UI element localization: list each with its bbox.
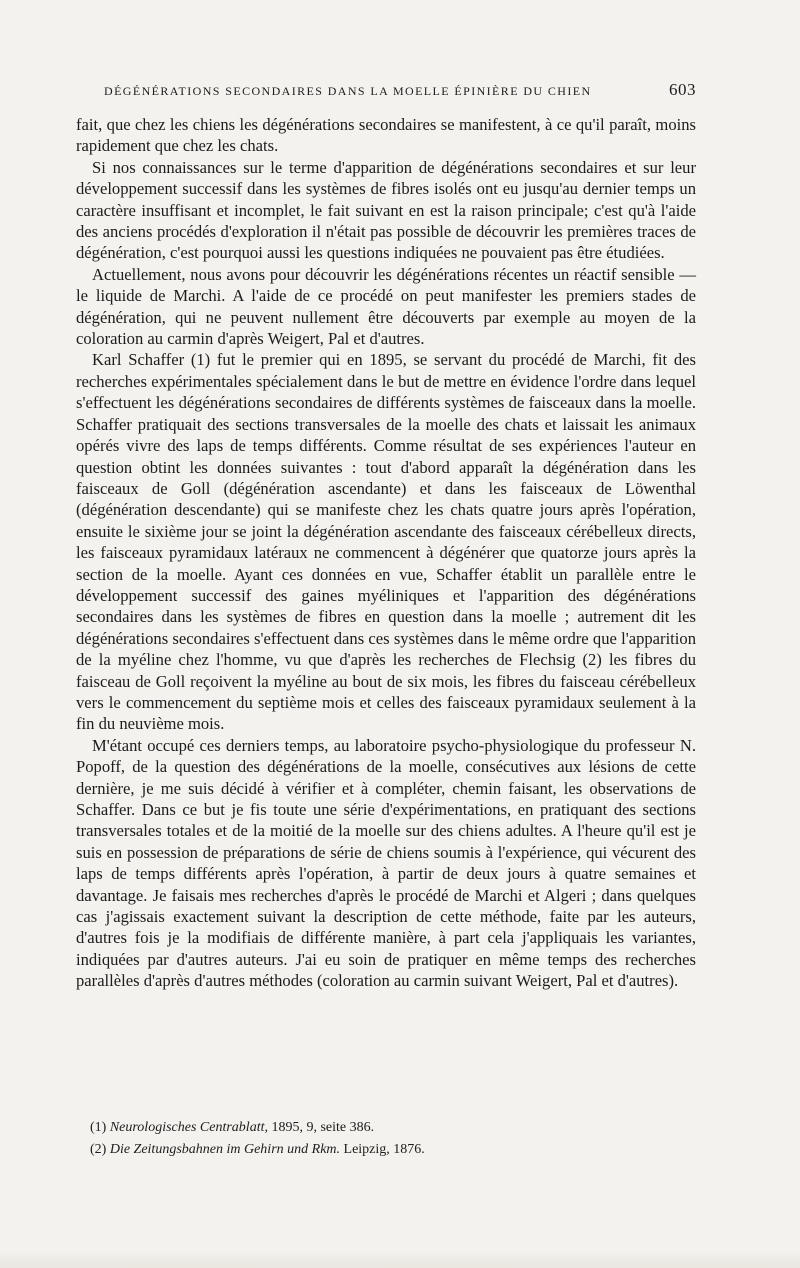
running-head-title: DÉGÉNÉRATIONS SECONDAIRES DANS LA MOELLE ÉPINIÈRE DU CHIEN [104, 84, 592, 98]
paragraph: Si nos connaissances sur le terme d'apparition de dégénérations secondaires et sur leur développement successif dans les systèmes de fibres isolés ont eu jusqu'au dernier temps un caractère insuffisant et incomplet, le fait suivant en est la raison principale; c'est qu'à l'aide des anciens procédés d'exploration il n'était pas possible de découvrir les premières traces de dégénération, c'est pourquoi aussi les questions indiquées ne pouvaient pas être étudiées. [76, 157, 696, 263]
footnote [90, 1139, 690, 1161]
footnote-detail: 1895, 9, seite 386. [267, 1120, 375, 1135]
footnote-marker: (1) [90, 1120, 107, 1135]
footnote-title: Neurologisches Centrablatt, [109, 1120, 268, 1135]
body-text [76, 114, 696, 992]
paragraph: M'étant occupé ces derniers temps, au laboratoire psycho-physiologique du professeur N. Popoff, de la question des dégénérations de la moelle, consécutives aux lésions de cette dernière, je me suis décidé à vérifier et à compléter, chemin faisant, les observations de Schaffer. Dans ce but je fis toute une série d'expérimentations, en pratiquant des sections transversales totales et de la moitié de la moelle sur des chiens adultes. A l'heure qu'il est je suis en possession de préparations de série de chiens soumis à l'expérience, qui vécurent des laps de temps différents après l'opération, à partir de deux jours à quatre semaines et davantage. Je faisais mes recherches d'après le procédé de Marchi et Algeri ; dans quelques cas j'agissais exactement suivant la description de cette méthode, faite par les auteurs, d'autres fois je la modifiais de différente manière, à part cela j'appliquais les variantes, indiquées par d'autres auteurs. J'ai eu soin de pratiquer en même temps des recherches parallèles d'après d'autres méthodes (coloration au carmin suivant Weigert, Pal et d'autres). [76, 735, 696, 991]
paragraph: Karl Schaffer (1) fut le premier qui en 1895, se servant du procédé de Marchi, fit des recherches expérimentales spécialement dans le but de mettre en évidence l'ordre dans lequel s'effectuent les dégénérations secondaires de différents systèmes de faisceaux dans la moelle. Schaffer pratiquait des sections transversales de la moelle des chats et laissait les animaux opérés vivre des laps de temps différents. Comme résultat de ses expériences l'auteur en question obtint les données suivantes : tout d'abord apparaît la dégénération dans les faisceaux de Goll (dégénération ascendante) et dans les faisceaux de Löwenthal (dégénération descendante) qui se manifeste chez les chats quatre jours après l'opération, ensuite le sixième jour se joint la dégénération ascendante des faisceaux cérébelleux directs, les faisceaux pyramidaux latéraux ne commencent à dégénérer que quatorze jours après la section de la moelle. Ayant ces données en vue, Schaffer établit un parallèle entre le développement successif des gaines myéliniques et l'apparition des dégénérations secondaires dans les systèmes de fibres en question dans la moelle ; autrement dit les dégénérations secondaires s'effectuent dans ces systèmes dans le même ordre que l'apparition de la myéline chez l'homme, vu que d'après les recherches de Flechsig (2) les fibres du faisceau de Goll reçoivent la myéline au bout de six mois, les fibres du faisceau cérébelleux vers le commencement du septième mois et celles des faisceaux pyramidaux seulement à la fin du neuvième mois. [76, 350, 696, 734]
footnote [90, 1117, 690, 1139]
page-edge [0, 1250, 800, 1268]
footnote-marker: (2) [90, 1142, 107, 1157]
page-body [76, 80, 696, 992]
paragraph: Actuellement, nous avons pour découvrir les dégénérations récentes un réactif sensible — le liquide de Marchi. A l'aide de ce procédé on peut manifester les premiers stades de dégénération, qui ne peuvent nullement être découverts par exemple au moyen de la coloration au carmin d'après Weigert, Pal et d'autres. [76, 264, 696, 349]
footnotes [90, 1117, 690, 1161]
running-head [76, 80, 696, 106]
paragraph-continued: fait, que chez les chiens les dégénérations secondaires se manifestent, à ce qu'il paraît, moins rapidement que chez les chats. [76, 115, 696, 156]
footnote-detail: Leipzig, 1876. [340, 1142, 425, 1157]
footnote-title: Die Zeitungsbahnen im Gehirn und Rkm. [109, 1142, 341, 1157]
page-number: 603 [669, 80, 696, 99]
